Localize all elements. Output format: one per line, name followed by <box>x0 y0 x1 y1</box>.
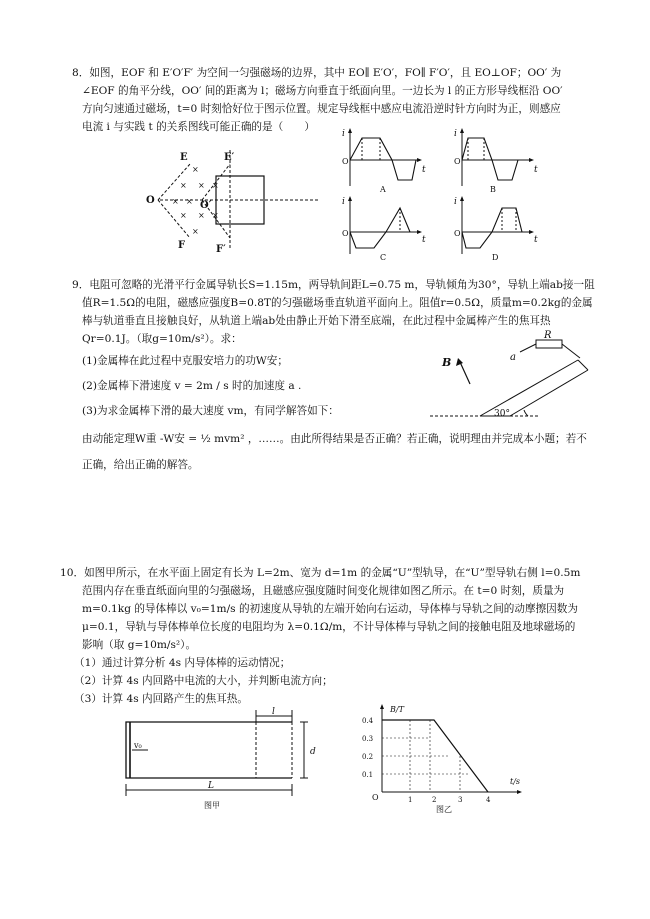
q9-label-a: a <box>510 352 516 363</box>
q10-part-1: （1）通过计算分析 4s 内导体棒的运动情况； <box>74 657 291 669</box>
q9-line-4: Qr=0.1J。（取g=10m/s²）。求： <box>82 333 242 345</box>
q10-part-3: （3）计算 4s 内回路产生的焦耳热。 <box>74 693 248 705</box>
q9-solution-line-2: 正确，给出正确的解答。 <box>82 459 199 471</box>
q9-part-2: (2)金属棒下滑速度 v = 2m / s 时的加速度 a . <box>82 380 302 392</box>
q10-jia-L: L <box>208 781 214 791</box>
q10-jia-caption: 图甲 <box>204 801 220 810</box>
q9-label-B: B <box>442 356 452 369</box>
q9-line-3: 棒与轨道垂直且接触良好，从轨道上端ab处由静止开始下滑至底端，在此过程中金属棒产生的焦耳热 <box>82 315 551 327</box>
q8-label-F2: F′ <box>216 244 226 255</box>
q8-graph-a-i: i <box>342 129 345 139</box>
q8-graph-a <box>340 128 430 194</box>
q9-solution-line-1: 由动能定理W重 -W安 = ½ mvm² ，……。由此所得结果是否正确？若正确，说明理由并完成本小题；若不 <box>82 433 587 445</box>
q8-graph-b <box>452 128 542 194</box>
q9-angle-label: 30° <box>494 409 510 419</box>
q10-line-2: 范围内存在垂直纸面向里的匀强磁场，且磁感应强度随时间变化规律如图乙所示。在 t=0 时刻，质量为 <box>82 585 565 597</box>
q8-graph-a-o: O <box>342 157 349 166</box>
q8-graph-d-label: D <box>492 253 499 262</box>
q9-part-3: (3)为求金属棒下滑的最大速度 vm，有同学解答如下： <box>82 405 339 417</box>
q8-line-2: ∠EOF 的角平分线，OO′ 间的距离为 l；磁场方向垂直于纸面向里。一边长为 l 的正方形导线框沿 OO′ <box>82 85 563 97</box>
q10-yi-origin: O <box>372 793 379 802</box>
q8-graph-c-label: C <box>380 253 387 262</box>
q8-cross: × <box>180 181 187 190</box>
q8-graph-c <box>340 196 430 262</box>
q10-line-1: 10．如图甲所示，在水平面上固定有长为 L=2m、宽为 d=1m 的金属“U”型轨导，在“U”型导轨右侧 l=0.5m <box>60 567 581 579</box>
q9-incline-figure <box>430 330 600 420</box>
q8-cross: × <box>212 211 219 220</box>
q10-fig-jia <box>118 708 328 818</box>
q10-part-2: （2）计算 4s 内回路中电流的大小，并判断电流方向； <box>74 675 333 687</box>
q10-line-4: μ=0.1，导轨与导体棒单位长度的电阻均为 λ=0.1Ω/m，不计导体棒与导轨之间的接触电阻及地球磁场的 <box>82 621 576 633</box>
q8-cross: × <box>192 227 199 236</box>
q8-graph-b-t: t <box>534 165 538 175</box>
q10-yi-ytick-01: 0.1 <box>362 771 374 779</box>
q9-line-2: 值R=1.5Ω的电阻，磁感应强度B=0.8T的匀强磁场垂直轨道平面向上。阻值r=0.5Ω，质量m=0.2kg的金属 <box>82 297 593 309</box>
q10-line-3: m=0.1kg 的导体棒以 v₀=1m/s 的初速度从导轨的左端开始向右运动，导体棒与导轨之间的动摩擦因数为 <box>82 603 578 615</box>
q8-graph-a-t: t <box>422 165 426 175</box>
q10-jia-v0: v₀ <box>134 741 142 750</box>
q10-fig-yi <box>360 702 530 812</box>
q8-label-O2: O′ <box>200 200 212 211</box>
q10-line-5: 影响（取 g=10m/s²）。 <box>82 639 197 651</box>
q8-graph-d-i: i <box>454 197 457 207</box>
q8-graph-b-i: i <box>454 129 457 139</box>
q9-part-1: (1)金属棒在此过程中克服安培力的功W安； <box>82 355 288 367</box>
q8-cross: × <box>180 211 187 220</box>
q10-jia-l: l <box>272 707 275 717</box>
q8-cross: × <box>198 181 205 190</box>
q9-label-R: R <box>544 330 552 341</box>
q10-yi-ytick-03: 0.3 <box>362 735 374 743</box>
q8-line-4: 电流 i 与实践 t 的关系图线可能正确的是（ ） <box>82 121 315 133</box>
q10-yi-ytick-04: 0.4 <box>362 717 374 725</box>
q8-label-F: F <box>178 240 186 251</box>
q8-label-O: O <box>146 195 155 206</box>
q8-label-E: E <box>180 152 188 163</box>
q10-jia-d: d <box>310 747 316 757</box>
q8-label-E2: E′ <box>224 152 235 163</box>
q10-yi-xtick-3: 3 <box>458 796 463 804</box>
q8-graph-c-i: i <box>342 197 345 207</box>
q10-yi-xtick-2: 2 <box>432 796 437 804</box>
q8-graph-b-label: B <box>490 185 496 194</box>
q8-graph-c-o: O <box>342 229 349 238</box>
q8-graph-b-o: O <box>454 157 461 166</box>
q10-yi-ylabel: B/T <box>390 705 404 714</box>
q8-cross: × <box>172 197 179 206</box>
q8-graph-c-t: t <box>422 235 426 245</box>
q8-graph-d <box>452 196 542 262</box>
q8-line-1: 8．如图，EOF 和 E′O′F′ 为空间一匀强磁场的边界，其中 EO∥ E′O′，FO∥ F′O′，且 EO⊥OF；OO′ 为 <box>72 67 562 79</box>
q8-cross: × <box>198 211 205 220</box>
q10-yi-xtick-1: 1 <box>408 796 413 804</box>
q10-yi-xlabel: t/s <box>510 777 521 786</box>
q10-yi-caption: 图乙 <box>436 805 452 814</box>
q8-line-3: 方向匀速通过磁场，t=0 时刻恰好位于图示位置。规定导线框中感应电流沿逆时针方向时为正，则感应 <box>82 103 561 115</box>
q10-yi-ytick-02: 0.2 <box>362 753 374 761</box>
q8-cross: × <box>212 181 219 190</box>
q8-graph-a-label: A <box>380 185 386 194</box>
q9-line-1: 9．电阻可忽略的光滑平行金属导轨长S=1.15m，两导轨间距L=0.75 m，导轨倾角为30°，导轨上端ab接一阻 <box>72 279 595 291</box>
q8-graph-d-t: t <box>534 235 538 245</box>
q8-cross: × <box>186 197 193 206</box>
q8-graph-d-o: O <box>454 229 461 238</box>
q8-field-figure <box>146 148 310 258</box>
q10-yi-xtick-4: 4 <box>486 796 491 804</box>
q8-cross: × <box>192 165 199 174</box>
